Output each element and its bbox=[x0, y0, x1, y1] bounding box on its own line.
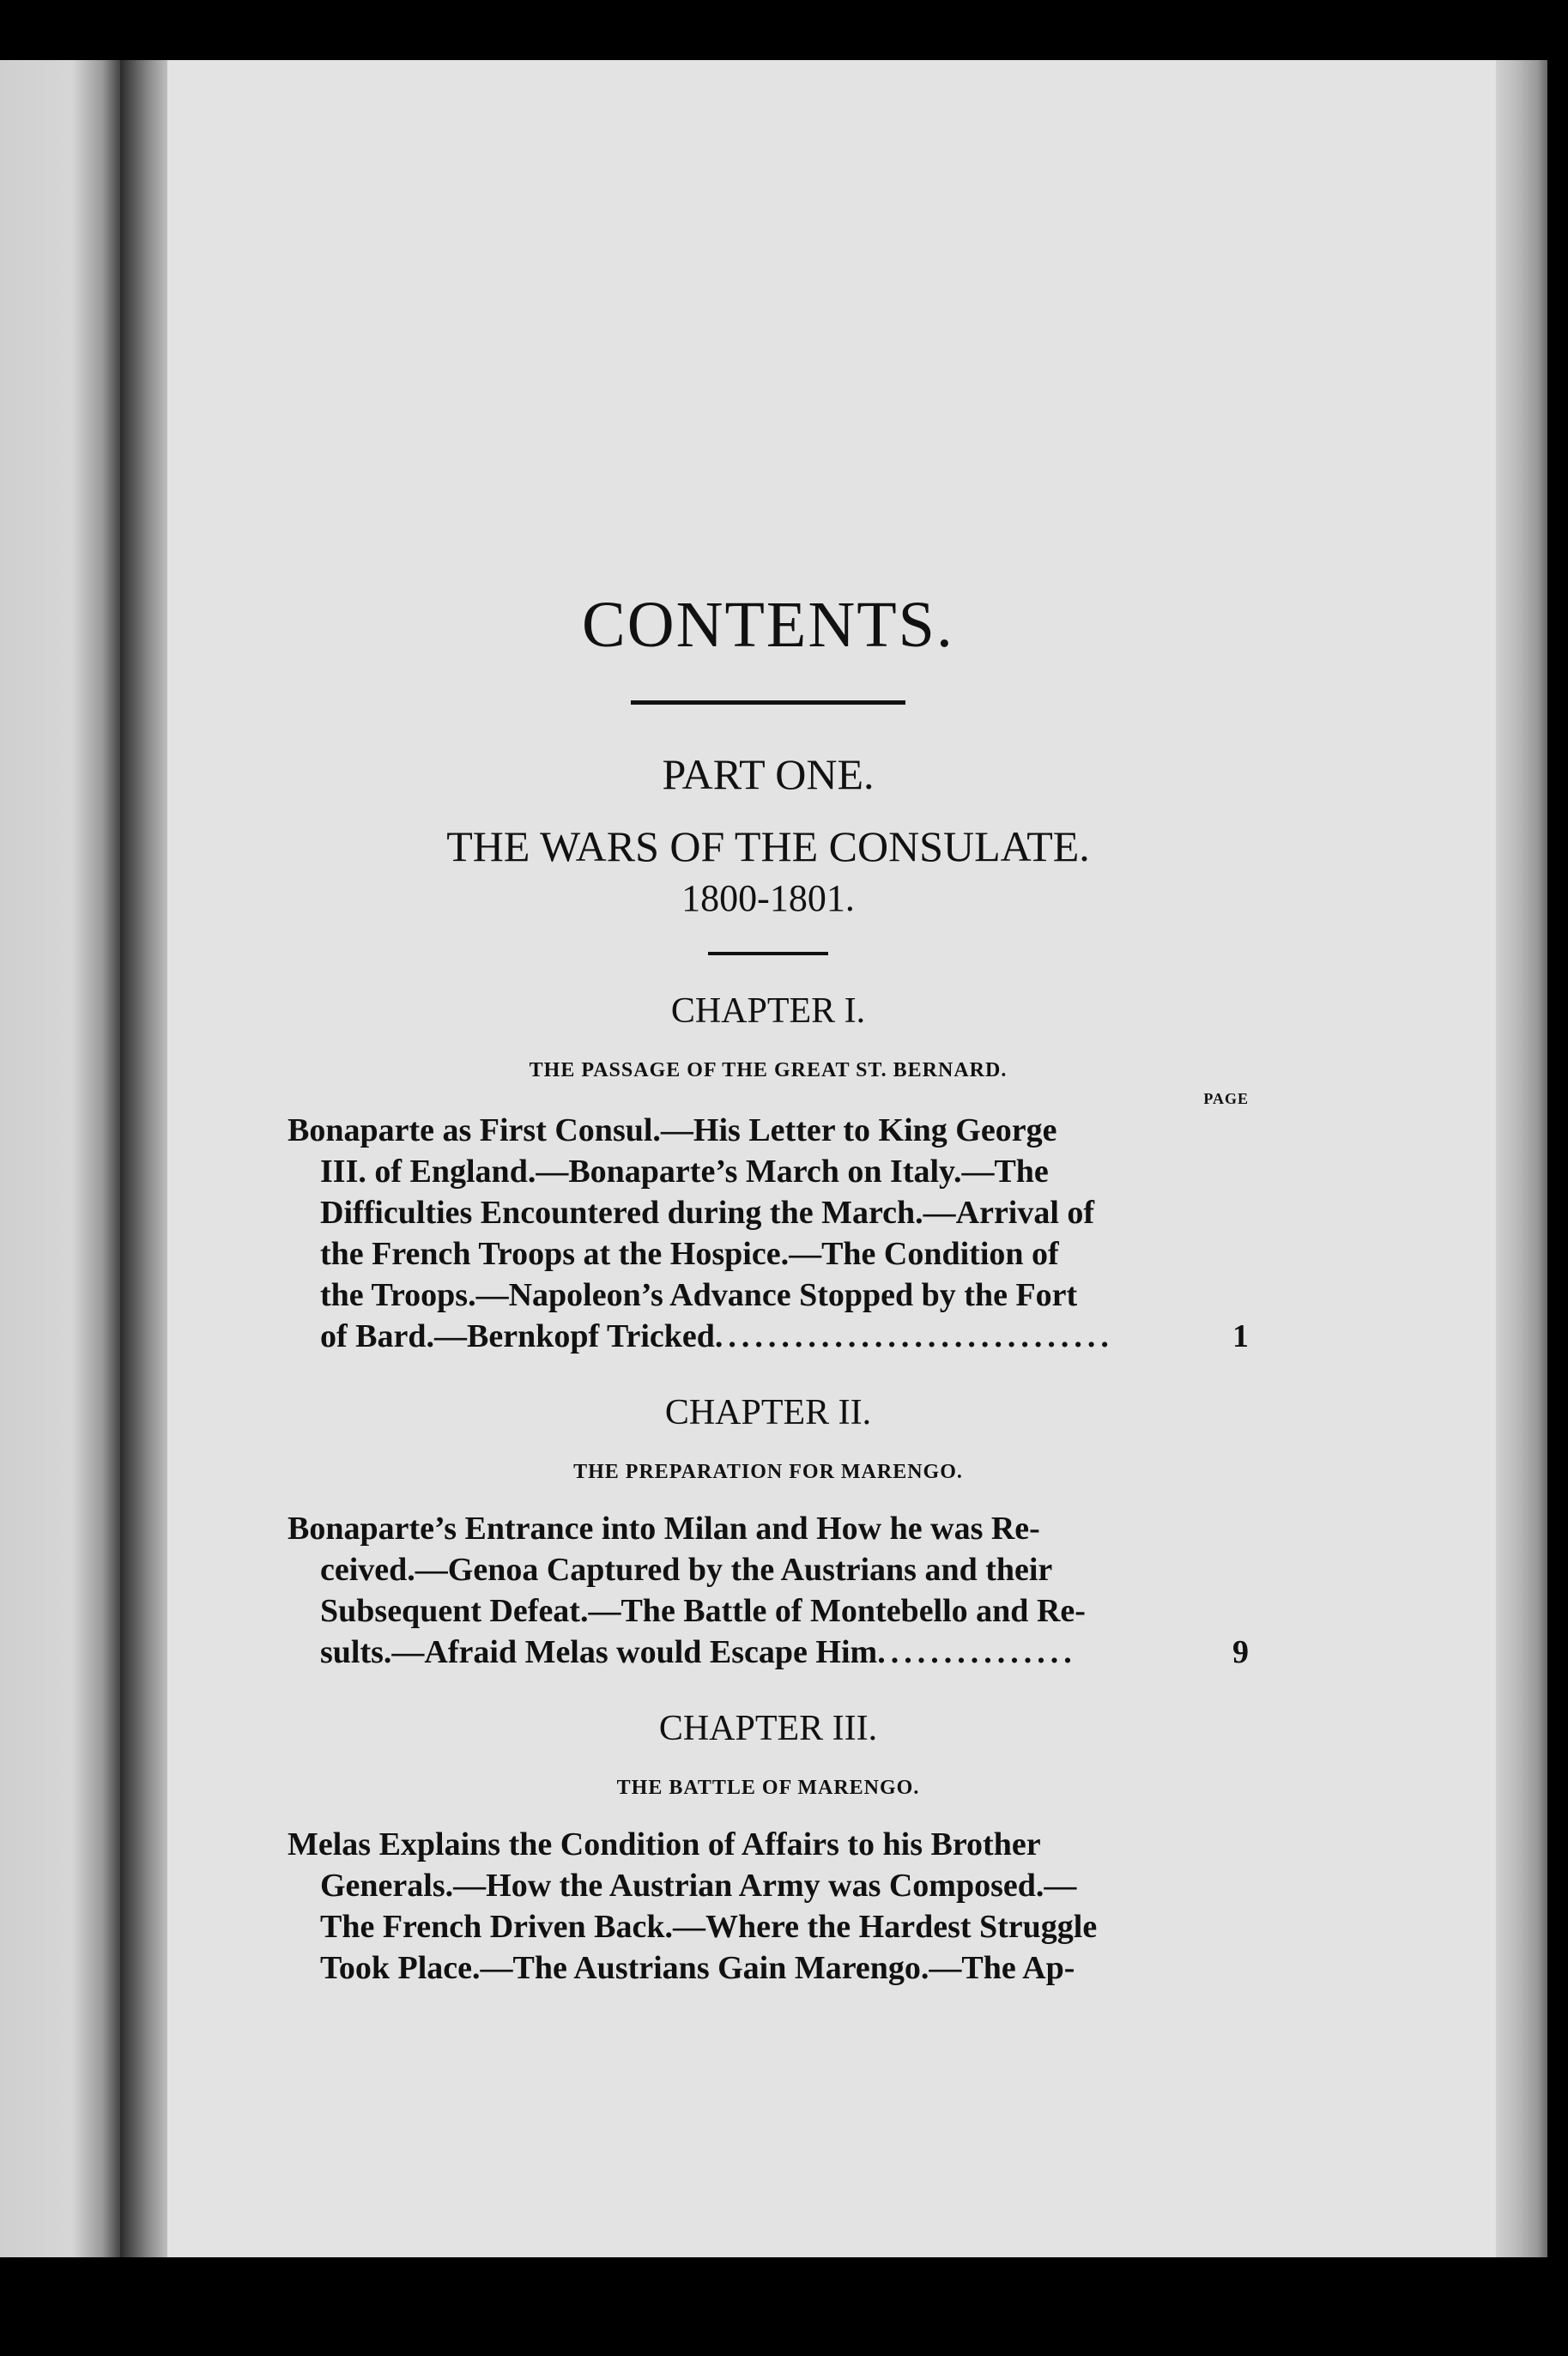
chapter-3-heading: CHAPTER III. bbox=[658, 1709, 878, 1748]
entry-line: Bonaparte’s Entrance into Milan and How he was Re- bbox=[288, 1511, 1040, 1547]
entry-line: Generals.—How the Austrian Army was Composed.— bbox=[320, 1868, 1077, 1904]
part-years: 1800-1801. bbox=[681, 877, 855, 919]
entry-line: ceived.—Genoa Captured by the Austrians and their bbox=[320, 1552, 1053, 1588]
contents-title: CONTENTS. bbox=[582, 589, 954, 661]
chapter-1-entry bbox=[288, 1110, 1249, 1357]
page-edge-right bbox=[1496, 60, 1547, 2257]
entry-line: Difficulties Encountered during the March.—Arrival of bbox=[320, 1195, 1095, 1231]
title-rule bbox=[631, 700, 905, 705]
part-rule bbox=[708, 952, 828, 955]
chapter-3-subheading: THE BATTLE OF MARENGO. bbox=[616, 1777, 920, 1799]
dot-leader: .............................. bbox=[714, 1318, 1114, 1354]
book-spine-shadow bbox=[120, 60, 167, 2257]
entry-line: Subsequent Defeat.—The Battle of Montebello and Re- bbox=[320, 1593, 1086, 1629]
page-column-label: PAGE bbox=[1203, 1090, 1249, 1107]
entry-line: III. of England.—Bonaparte’s March on Italy.—The bbox=[320, 1154, 1049, 1190]
entry-line: the French Troops at the Hospice.—The Condition of bbox=[320, 1236, 1059, 1272]
entry-line-last bbox=[288, 1632, 1171, 1673]
entry-text: sults.—Afraid Melas would Escape Him bbox=[320, 1634, 878, 1670]
table-of-contents bbox=[288, 589, 1249, 1989]
chapter-1-heading: CHAPTER I. bbox=[670, 991, 866, 1031]
entry-line: Took Place.—The Austrians Gain Marengo.—The Ap- bbox=[320, 1950, 1075, 1986]
chapter-1-subheading: THE PASSAGE OF THE GREAT ST. BERNARD. bbox=[529, 1059, 1008, 1081]
facing-page-edge bbox=[0, 60, 120, 2257]
chapter-2-subheading: THE PREPARATION FOR MARENGO. bbox=[573, 1461, 963, 1483]
dot-leader: ............... bbox=[877, 1634, 1077, 1670]
entry-line: the Troops.—Napoleon’s Advance Stopped by the Fort bbox=[320, 1277, 1078, 1313]
entry-line-last bbox=[288, 1316, 1171, 1357]
part-subtitle: THE WARS OF THE CONSULATE. bbox=[446, 822, 1090, 870]
entry-line: Bonaparte as First Consul.—His Letter to King George bbox=[288, 1112, 1057, 1148]
part-title: PART ONE. bbox=[662, 750, 875, 798]
entry-line: Melas Explains the Condition of Affairs to his Brother bbox=[288, 1826, 1041, 1862]
chapter-3-entry bbox=[288, 1824, 1249, 1989]
chapter-2-heading: CHAPTER II. bbox=[664, 1393, 872, 1432]
entry-line: The French Driven Back.—Where the Hardest Struggle bbox=[320, 1909, 1098, 1945]
chapter-2-page-number: 9 bbox=[1232, 1634, 1249, 1670]
chapter-1-page-number: 1 bbox=[1232, 1318, 1249, 1354]
entry-text: of Bard.—Bernkopf Tricked bbox=[320, 1318, 715, 1354]
chapter-2-entry bbox=[288, 1508, 1249, 1673]
